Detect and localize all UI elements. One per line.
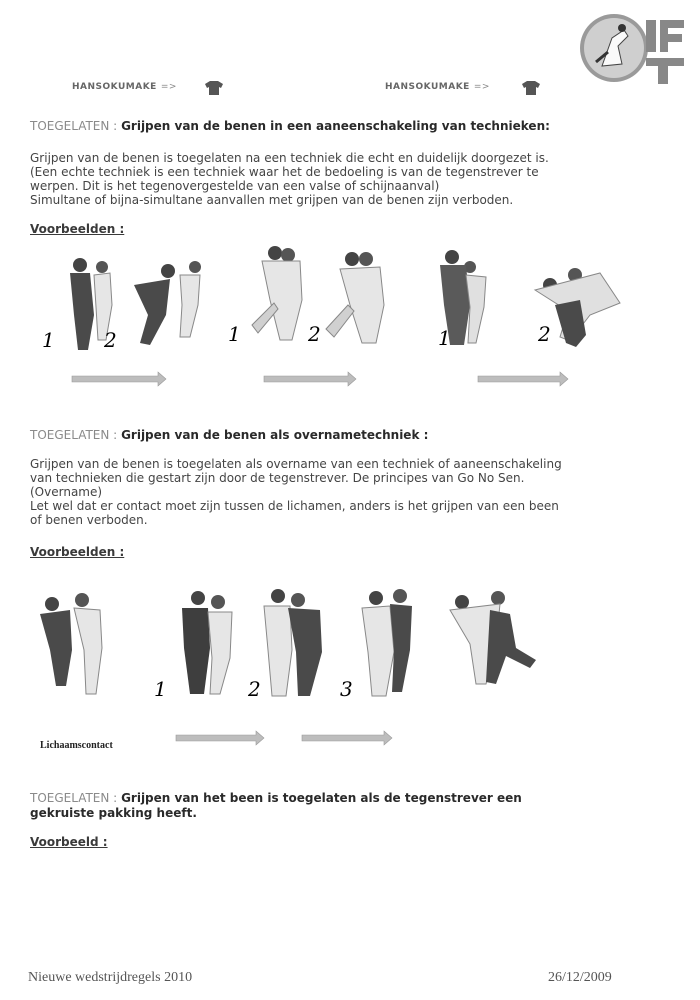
section-2-heading: TOEGELATEN : Grijpen van de benen als overnametechniek : (30, 428, 429, 442)
arrow-2 (264, 372, 356, 386)
figure-number: 1 (228, 322, 241, 346)
arrow-4 (176, 731, 264, 745)
arrow-5 (302, 731, 392, 745)
section-3-example-label: Voorbeeld : (30, 835, 108, 849)
section-1-heading: TOEGELATEN : Grijpen van de benen in een aaneenschakeling van technieken: (30, 119, 550, 133)
footer-title: Nieuwe wedstrijdregels 2010 (28, 970, 193, 985)
arrow-3 (478, 372, 568, 386)
judogi-icon (520, 80, 542, 96)
hansokumake-label-1: HANSOKUMAKE => (72, 82, 177, 92)
judo-pair-4d (450, 591, 536, 684)
judo-pair-2a (252, 246, 302, 340)
arrow-1 (72, 372, 166, 386)
hansokumake-label-2: HANSOKUMAKE => (385, 82, 490, 92)
figure-number: 2 (308, 322, 321, 346)
section-1-examples-label: Voorbeelden : (30, 222, 125, 236)
section-2-body: Grijpen van de benen is toegelaten als overname van een techniek of aaneenschakeling van technieken die gestart zijn door de tegenstrever. De principes van Go No Sen. (Overname) Let wel dat er contact moet zijn tussen de lichamen, anders is het grijpen van een been of benen verboden. (30, 457, 562, 527)
judo-pair-contact (40, 593, 102, 694)
judo-pair-4b (264, 589, 322, 696)
figure-number: 2 (538, 322, 551, 346)
section-1-body: Grijpen van de benen is toegelaten na een techniek die echt en duidelijk doorgezet is. (Een echte techniek is een techniek waar het de bedoeling is van de tegenstrever te werpen. Dit is het tegenovergestelde van een valse of schijnaanval) Simultane of bijna-simultane aanvallen met grijpen van de benen zijn verboden. (30, 151, 549, 207)
judo-pair-2b (326, 252, 384, 343)
section-2-examples-label: Voorbeelden : (30, 545, 125, 559)
section-1-judo-figures (30, 245, 630, 390)
judo-pair-1b (134, 261, 201, 345)
figure-number: 3 (340, 677, 353, 701)
figure-number: 1 (42, 328, 55, 352)
judo-pair-4a (182, 591, 232, 694)
figure-number: 2 (248, 677, 261, 701)
federation-logo (578, 8, 688, 88)
figure-number: 1 (154, 677, 167, 701)
section-2-judo-figures (30, 588, 550, 748)
judo-pair-4c (362, 589, 412, 696)
figure-number: 1 (438, 326, 451, 350)
body-contact-caption: Lichaamscontact (40, 740, 113, 751)
footer-date: 26/12/2009 (548, 970, 612, 985)
figure-number: 2 (104, 328, 117, 352)
judogi-icon (203, 80, 225, 96)
section-3-heading: TOEGELATEN : Grijpen van het been is toegelaten als de tegenstrever een gekruiste pakking heeft. (30, 791, 522, 820)
